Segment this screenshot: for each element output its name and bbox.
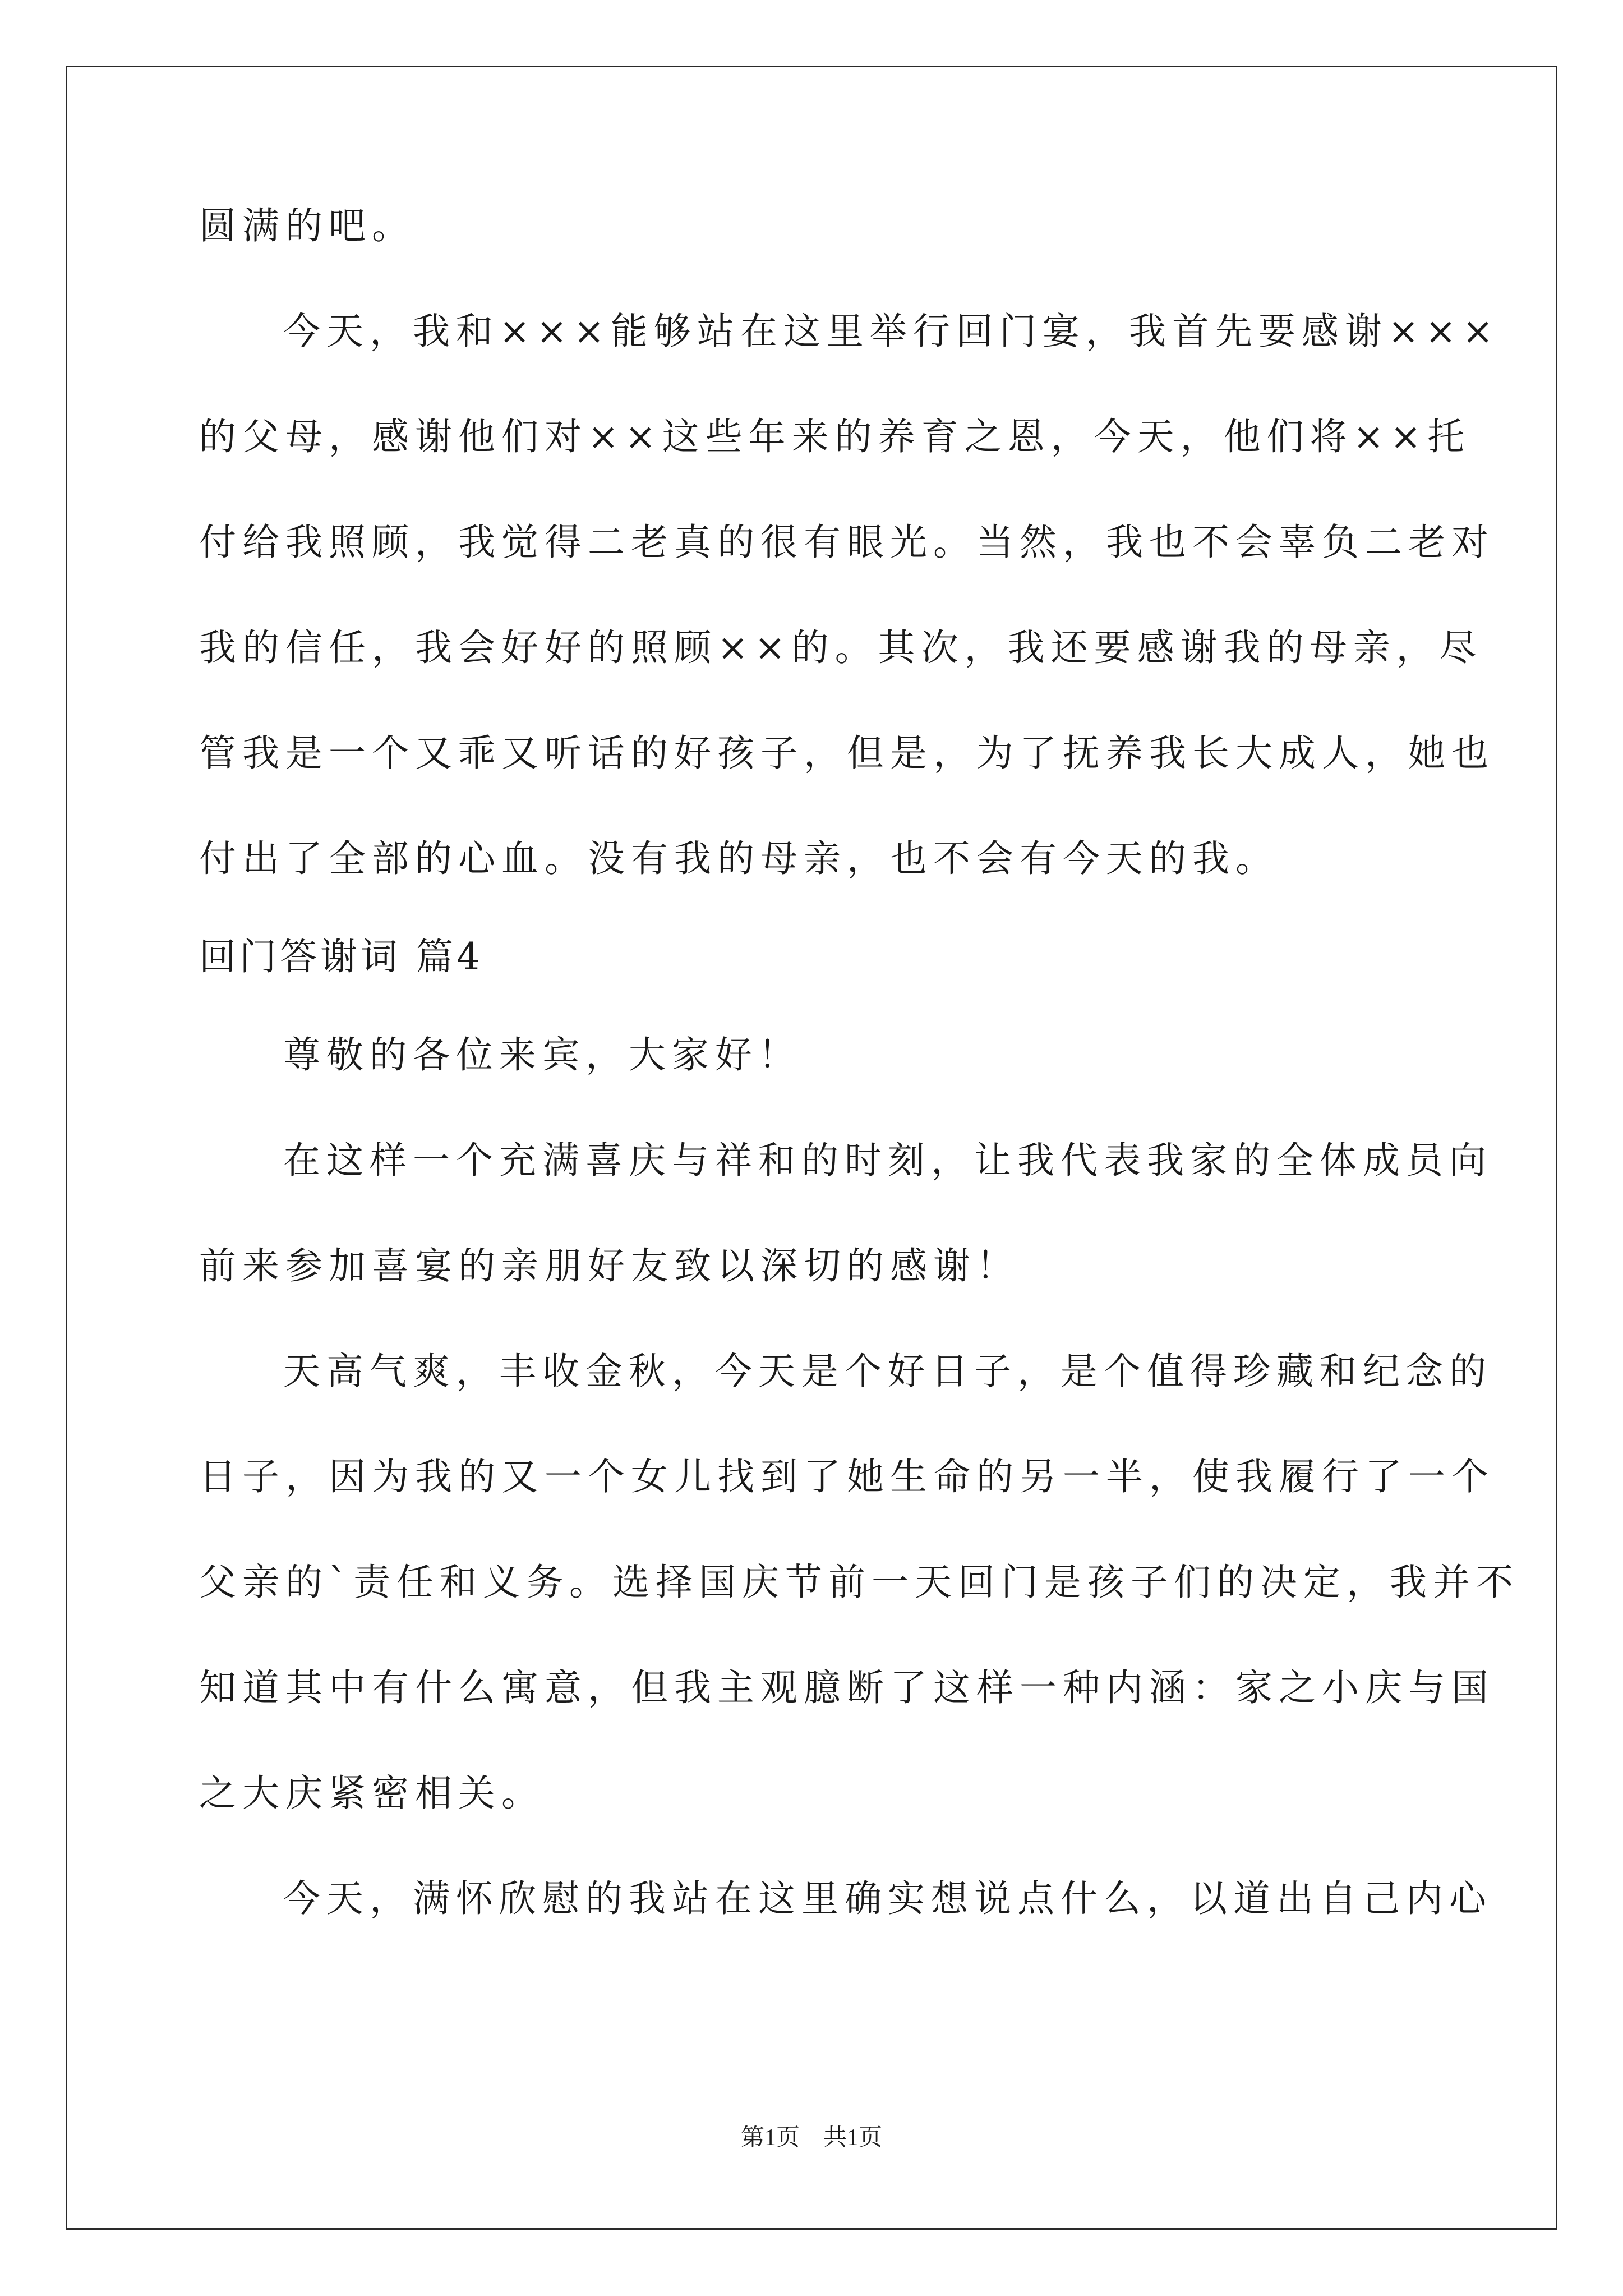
text-line: 尊敬的各位来宾，大家好！	[283, 1033, 801, 1076]
text-line: 管我是一个又乖又听话的好孩子，但是，为了抚养我长大成人，她也	[199, 731, 1495, 775]
text-line: 我的信任，我会好好的照顾××的。其次，我还要感谢我的母亲，尽	[199, 626, 1483, 669]
text-line: 圆满的吧。	[199, 204, 415, 247]
text-line: 付出了全部的心血。没有我的母亲，也不会有今天的我。	[199, 837, 1279, 880]
text-line: 今天，满怀欣慰的我站在这里确实想说点什么，以道出自己内心	[283, 1877, 1492, 1920]
text-line: 天高气爽，丰收金秋，今天是个好日子，是个值得珍藏和纪念的	[283, 1350, 1492, 1393]
text-line: 日子，因为我的又一个女儿找到了她生命的另一半，使我履行了一个	[199, 1455, 1495, 1498]
text-line: 之大庆紧密相关。	[199, 1772, 545, 1815]
text-line: 前来参加喜宴的亲朋好友致以深切的感谢！	[199, 1244, 1020, 1287]
text-line: 付给我照顾，我觉得二老真的很有眼光。当然，我也不会辜负二老对	[199, 521, 1495, 564]
section-heading: 回门答谢词 篇4	[199, 935, 483, 978]
text-line: 父亲的`责任和义务。选择国庆节前一天回门是孩子们的决定，我并不	[199, 1561, 1519, 1604]
text-line: 今天，我和×××能够站在这里举行回门宴，我首先要感谢×××	[283, 310, 1500, 353]
text-line: 在这样一个充满喜庆与祥和的时刻，让我代表我家的全体成员向	[283, 1139, 1492, 1182]
text-line: 知道其中有什么寓意，但我主观臆断了这样一种内涵：家之小庆与国	[199, 1666, 1495, 1709]
text-line: 的父母，感谢他们对××这些年来的养育之恩，今天，他们将××托	[199, 415, 1471, 458]
page-footer: 第1页 共1页	[740, 2125, 882, 2151]
